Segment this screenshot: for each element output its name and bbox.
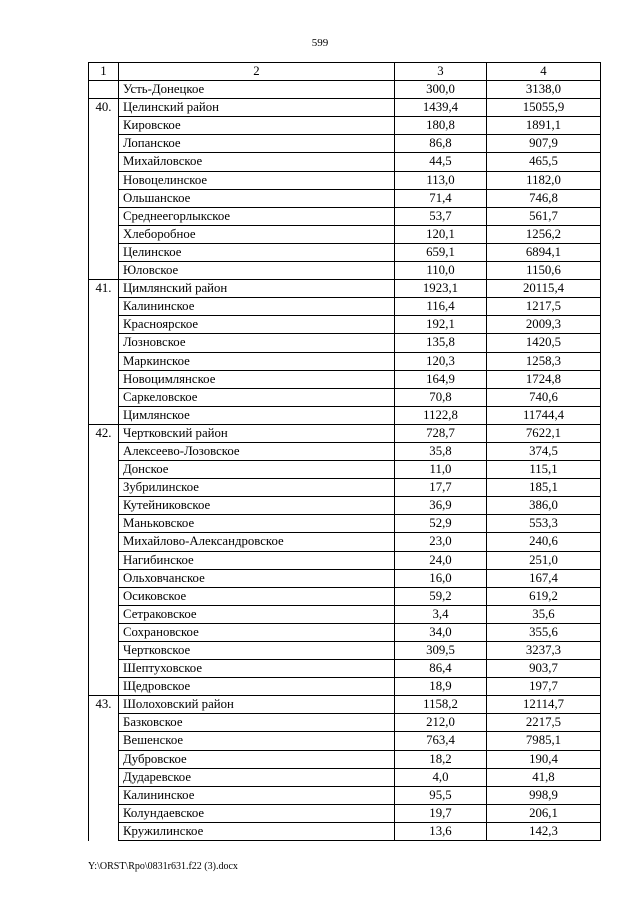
- settlement-name: Дубровское: [119, 750, 395, 768]
- value-col3: 36,9: [395, 497, 487, 515]
- table-row: [89, 569, 601, 587]
- value-col4: 35,6: [487, 605, 601, 623]
- table-row: [89, 461, 601, 479]
- value-col4: 1217,5: [487, 298, 601, 316]
- table-row: [89, 660, 601, 678]
- table-row: [89, 587, 601, 605]
- value-col4: 185,1: [487, 479, 601, 497]
- value-col4: 20115,4: [487, 280, 601, 298]
- settlement-name: Ольховчанское: [119, 569, 395, 587]
- settlement-name: Колундаевское: [119, 804, 395, 822]
- value-col4: 240,6: [487, 533, 601, 551]
- value-col4: 386,0: [487, 497, 601, 515]
- table-row: [89, 243, 601, 261]
- column-header: 1: [89, 63, 119, 81]
- table-row: [89, 768, 601, 786]
- value-col4: 746,8: [487, 189, 601, 207]
- settlement-name: Кировское: [119, 117, 395, 135]
- settlement-name: Калининское: [119, 786, 395, 804]
- value-col3: 35,8: [395, 442, 487, 460]
- value-col3: 70,8: [395, 388, 487, 406]
- value-col4: 3138,0: [487, 81, 601, 99]
- value-col4: 3237,3: [487, 642, 601, 660]
- settlement-name: Зубрилинское: [119, 479, 395, 497]
- value-col4: 740,6: [487, 388, 601, 406]
- value-col3: 110,0: [395, 262, 487, 280]
- value-col3: 135,8: [395, 334, 487, 352]
- column-header: 4: [487, 63, 601, 81]
- value-col3: 192,1: [395, 316, 487, 334]
- page-number: 599: [311, 37, 329, 49]
- value-col3: 113,0: [395, 171, 487, 189]
- value-col3: 59,2: [395, 587, 487, 605]
- value-col3: 13,6: [395, 822, 487, 840]
- table-row: [89, 334, 601, 352]
- value-col3: 23,0: [395, 533, 487, 551]
- table-row: [89, 515, 601, 533]
- settlement-name: Осиковское: [119, 587, 395, 605]
- value-col4: 1150,6: [487, 262, 601, 280]
- settlement-name: Цимлянское: [119, 406, 395, 424]
- value-col3: 71,4: [395, 189, 487, 207]
- table-row: [89, 424, 601, 442]
- table-row: [89, 605, 601, 623]
- value-col4: 115,1: [487, 461, 601, 479]
- table-row: [89, 750, 601, 768]
- value-col4: 7985,1: [487, 732, 601, 750]
- settlement-name: Целинское: [119, 243, 395, 261]
- value-col4: 561,7: [487, 207, 601, 225]
- column-header: 3: [395, 63, 487, 81]
- value-col4: 619,2: [487, 587, 601, 605]
- column-header: 2: [119, 63, 395, 81]
- value-col3: 120,3: [395, 352, 487, 370]
- value-col3: 86,8: [395, 135, 487, 153]
- settlement-name: Сетраковское: [119, 605, 395, 623]
- value-col3: 16,0: [395, 569, 487, 587]
- settlement-name: Цимлянский район: [119, 280, 395, 298]
- value-col3: 52,9: [395, 515, 487, 533]
- settlement-name: Сохрановское: [119, 623, 395, 641]
- value-col4: 142,3: [487, 822, 601, 840]
- value-col4: 355,6: [487, 623, 601, 641]
- value-col3: 18,9: [395, 678, 487, 696]
- value-col4: 907,9: [487, 135, 601, 153]
- value-col4: 903,7: [487, 660, 601, 678]
- value-col4: 11744,4: [487, 406, 601, 424]
- value-col3: 116,4: [395, 298, 487, 316]
- value-col3: 1158,2: [395, 696, 487, 714]
- settlement-name: Новоцимлянское: [119, 370, 395, 388]
- table-row: [89, 804, 601, 822]
- settlement-name: Саркеловское: [119, 388, 395, 406]
- value-col3: 24,0: [395, 551, 487, 569]
- value-col3: 18,2: [395, 750, 487, 768]
- value-col3: 300,0: [395, 81, 487, 99]
- settlement-name: Михайлово-Александровское: [119, 533, 395, 551]
- table-row: [89, 388, 601, 406]
- settlement-name: Шолоховский район: [119, 696, 395, 714]
- value-col3: 4,0: [395, 768, 487, 786]
- settlement-name: Щедровское: [119, 678, 395, 696]
- value-col4: 553,3: [487, 515, 601, 533]
- value-col4: 998,9: [487, 786, 601, 804]
- settlement-name: Кружилинское: [119, 822, 395, 840]
- table-row: [89, 623, 601, 641]
- value-col3: 763,4: [395, 732, 487, 750]
- table-row: [89, 81, 601, 99]
- value-col4: 1256,2: [487, 225, 601, 243]
- table-row: [89, 280, 601, 298]
- settlement-name: Маркинское: [119, 352, 395, 370]
- table-row: [89, 642, 601, 660]
- value-col4: 374,5: [487, 442, 601, 460]
- footer-file-path: Y:\ORST\Rpo\0831r631.f22 (3).docx: [88, 861, 238, 872]
- value-col3: 3,4: [395, 605, 487, 623]
- value-col4: 2009,3: [487, 316, 601, 334]
- table-row: [89, 262, 601, 280]
- value-col4: 1724,8: [487, 370, 601, 388]
- table-row: [89, 551, 601, 569]
- value-col4: 206,1: [487, 804, 601, 822]
- value-col3: 19,7: [395, 804, 487, 822]
- settlement-name: Хлеборобное: [119, 225, 395, 243]
- value-col3: 212,0: [395, 714, 487, 732]
- settlement-name: Шептуховское: [119, 660, 395, 678]
- value-col4: 1891,1: [487, 117, 601, 135]
- table-row: [89, 497, 601, 515]
- data-table: [88, 62, 601, 841]
- group-number: 41.: [89, 280, 119, 425]
- table-row: [89, 786, 601, 804]
- value-col3: 728,7: [395, 424, 487, 442]
- settlement-name: Чертковский район: [119, 424, 395, 442]
- value-col3: 86,4: [395, 660, 487, 678]
- value-col4: 15055,9: [487, 99, 601, 117]
- value-col4: 41,8: [487, 768, 601, 786]
- table-row: [89, 479, 601, 497]
- value-col3: 1923,1: [395, 280, 487, 298]
- value-col4: 251,0: [487, 551, 601, 569]
- table-row: [89, 171, 601, 189]
- value-col4: 6894,1: [487, 243, 601, 261]
- table-row: [89, 298, 601, 316]
- value-col3: 1122,8: [395, 406, 487, 424]
- value-col4: 1182,0: [487, 171, 601, 189]
- value-col4: 2217,5: [487, 714, 601, 732]
- settlement-name: Усть-Донецкое: [119, 81, 395, 99]
- value-col3: 34,0: [395, 623, 487, 641]
- settlement-name: Дударевское: [119, 768, 395, 786]
- value-col3: 53,7: [395, 207, 487, 225]
- value-col4: 1420,5: [487, 334, 601, 352]
- table-row: [89, 442, 601, 460]
- table-row: [89, 714, 601, 732]
- settlement-name: Новоцелинское: [119, 171, 395, 189]
- table-row: [89, 207, 601, 225]
- settlement-name: Чертковское: [119, 642, 395, 660]
- settlement-name: Базковское: [119, 714, 395, 732]
- value-col3: 659,1: [395, 243, 487, 261]
- value-col3: 17,7: [395, 479, 487, 497]
- table-row: [89, 225, 601, 243]
- value-col4: 12114,7: [487, 696, 601, 714]
- table-row: [89, 678, 601, 696]
- table-body: [89, 81, 601, 841]
- settlement-name: Кутейниковское: [119, 497, 395, 515]
- table-row: [89, 352, 601, 370]
- settlement-name: Калининское: [119, 298, 395, 316]
- value-col4: 167,4: [487, 569, 601, 587]
- table-header-row: [89, 63, 601, 81]
- group-number: 42.: [89, 424, 119, 695]
- value-col3: 120,1: [395, 225, 487, 243]
- settlement-name: Вешенское: [119, 732, 395, 750]
- value-col3: 44,5: [395, 153, 487, 171]
- settlement-name: Нагибинское: [119, 551, 395, 569]
- settlement-name: Лозновское: [119, 334, 395, 352]
- settlement-name: Михайловское: [119, 153, 395, 171]
- settlement-name: Ольшанское: [119, 189, 395, 207]
- value-col4: 465,5: [487, 153, 601, 171]
- value-col4: 7622,1: [487, 424, 601, 442]
- settlement-name: Донское: [119, 461, 395, 479]
- value-col4: 190,4: [487, 750, 601, 768]
- table-row: [89, 153, 601, 171]
- table-row: [89, 822, 601, 840]
- value-col4: 1258,3: [487, 352, 601, 370]
- settlement-name: Алексеево-Лозовское: [119, 442, 395, 460]
- table-row: [89, 696, 601, 714]
- group-number: 43.: [89, 696, 119, 841]
- table-row: [89, 732, 601, 750]
- value-col3: 309,5: [395, 642, 487, 660]
- table-row: [89, 135, 601, 153]
- table-row: [89, 370, 601, 388]
- value-col3: 180,8: [395, 117, 487, 135]
- settlement-name: Красноярское: [119, 316, 395, 334]
- settlement-name: Среднеегорлыкское: [119, 207, 395, 225]
- group-number: 40.: [89, 99, 119, 280]
- value-col3: 11,0: [395, 461, 487, 479]
- table-row: [89, 99, 601, 117]
- settlement-name: Лопанское: [119, 135, 395, 153]
- table-row: [89, 406, 601, 424]
- table-row: [89, 533, 601, 551]
- value-col3: 164,9: [395, 370, 487, 388]
- settlement-name: Юловское: [119, 262, 395, 280]
- group-number: [89, 81, 119, 99]
- settlement-name: Целинский район: [119, 99, 395, 117]
- table-row: [89, 117, 601, 135]
- value-col3: 1439,4: [395, 99, 487, 117]
- table-row: [89, 189, 601, 207]
- table-row: [89, 316, 601, 334]
- value-col3: 95,5: [395, 786, 487, 804]
- value-col4: 197,7: [487, 678, 601, 696]
- settlement-name: Маньковское: [119, 515, 395, 533]
